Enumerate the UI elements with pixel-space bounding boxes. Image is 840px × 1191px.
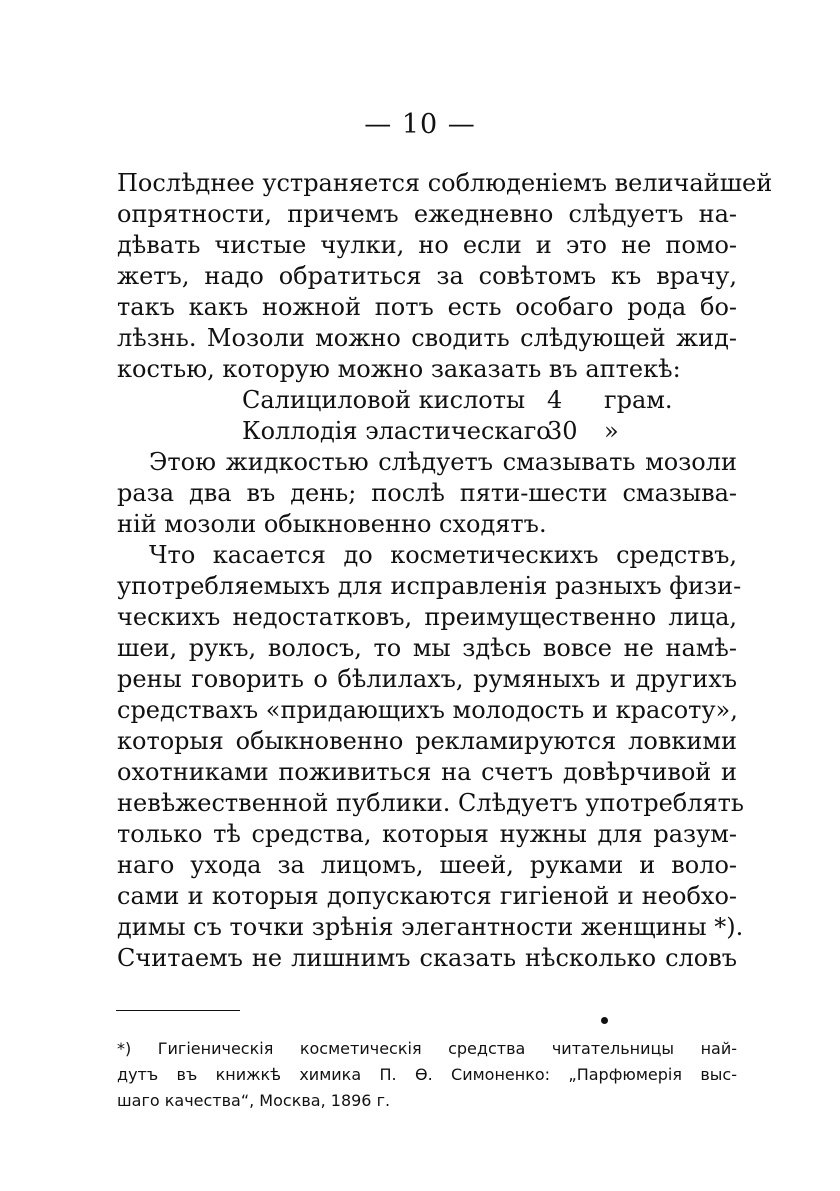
formula-unit: грам. [604,386,673,414]
text-line: такъ какъ ножной потъ есть особаго рода бо- [117,293,737,321]
formula-quantity: 30 [547,417,578,445]
footnote-line: шаго качества“, Москва, 1896 г. [117,1091,391,1110]
text-line: лѣзнь. Мозоли можно сводить слѣдующей жид- [117,324,737,352]
footnote [117,1036,737,1114]
text-line: Послѣднее устраняется соблюденіемъ величайшей [117,169,773,197]
formula-ingredient: Салициловой кислоты [242,386,526,414]
text-line: Считаемъ не лишнимъ сказать нѣсколько словъ [117,944,737,972]
text-line: употребляемыхъ для исправленія разныхъ физи- [117,572,742,600]
text-line: которыя обыкновенно рекламируются ловкими [117,727,737,755]
text-line: невѣжественной публики. Слѣдуетъ употреблять [117,789,744,817]
footnote-separator [116,1010,240,1011]
text-line: ній мозоли обыкновенно сходятъ. [117,510,547,538]
text-line: жетъ, надо обратиться за совѣтомъ къ врачу, [117,262,737,290]
text-line: наго ухода за лицомъ, шеей, руками и воло- [117,851,737,879]
footnote-line: *) Гигіеническія косметическія средства читательницы най- [117,1039,737,1058]
text-line: Что касается до косметическихъ средствъ, [149,541,737,569]
ink-dot [601,1017,608,1024]
page-number: — 10 — [364,109,476,140]
text-line: костью, которую можно заказать въ аптекѣ: [117,355,681,383]
text-line: шеи, рукъ, волосъ, то мы здѣсь вовсе не намѣ- [117,634,737,662]
formula-row-collodion [117,416,737,447]
formula-quantity: 4 [547,386,563,414]
footnote-line: дутъ въ книжкѣ химика П. Ѳ. Симоненко: „Парфюмерія выс- [117,1065,737,1084]
text-line: Этою жидкостью слѣдуетъ смазывать мозоли [149,448,737,476]
formula-unit: » [604,417,619,445]
text-line: охотниками поживиться на счетъ довѣрчивой и [117,758,737,786]
text-line: только тѣ средства, которыя нужны для разум- [117,820,737,848]
main-text [117,168,773,974]
text-line: рены говорить о бѣлилахъ, румяныхъ и другихъ [117,665,737,693]
formula-ingredient: Коллодія эластическаго [242,417,551,445]
text-line: средствахъ «придающихъ молодость и красоту», [117,696,738,724]
text-line: сами и которыя допускаются гигіеной и необхо- [117,882,737,910]
text-line: опрятности, причемъ ежедневно слѣдуетъ на- [117,200,737,228]
text-line: дѣвать чистые чулки, но если и это не помо- [117,231,737,259]
text-line: ческихъ недостатковъ, преимущественно лица, [117,603,737,631]
formula-row-salicylic [117,385,737,416]
text-line: димы съ точки зрѣнія элегантности женщины *). [117,913,744,941]
text-line: раза два въ день; послѣ пяти-шести смазыва- [117,479,737,507]
